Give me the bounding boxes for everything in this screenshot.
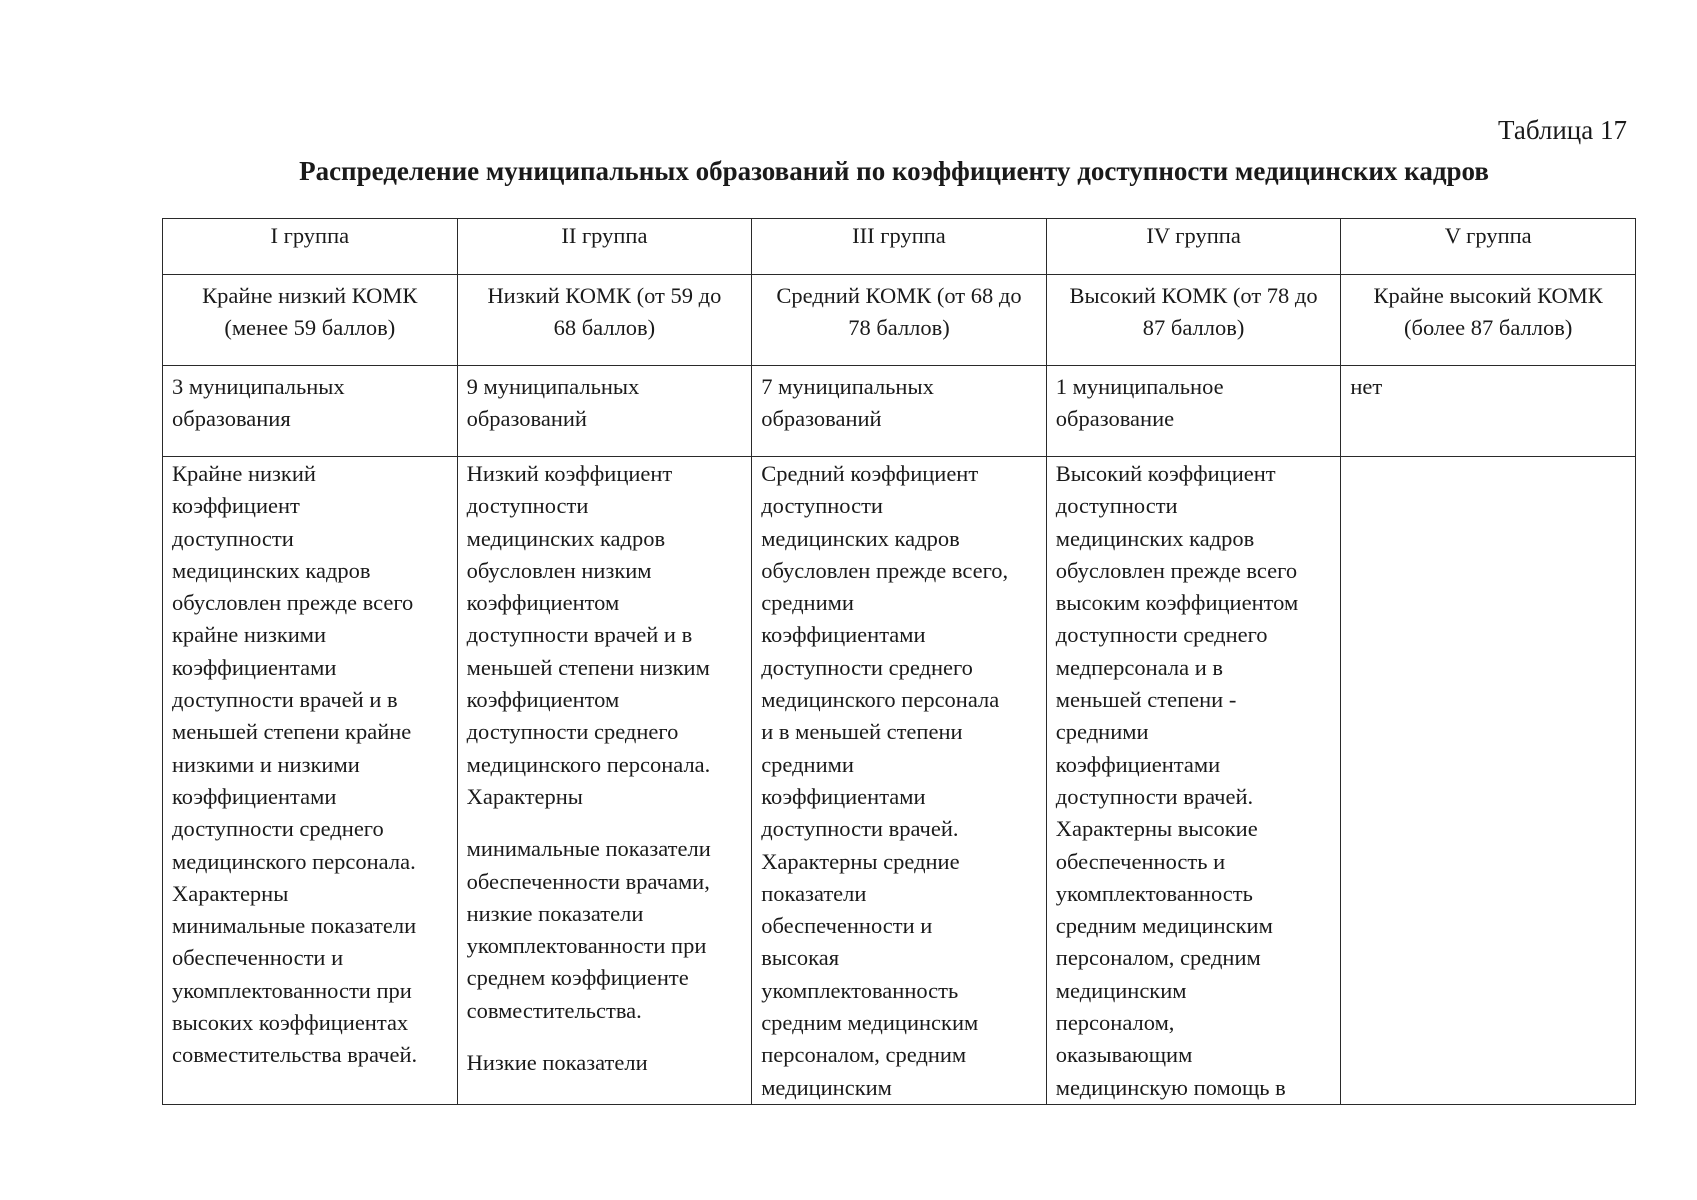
description-text-line: коэффициентами <box>1055 751 1221 777</box>
level-text-line: 87 баллов) <box>1142 315 1245 340</box>
group-description-4 <box>1046 457 1341 1105</box>
description-text-line: Характерны средние <box>761 848 960 874</box>
description-text-line: Высокий коэффициент <box>1055 461 1276 486</box>
description-text-line: совместительства. <box>466 997 642 1023</box>
description-text-line: Характерны <box>172 880 289 906</box>
description-text-line: коэффициентом <box>466 687 620 713</box>
description-text-line: средними <box>761 751 854 777</box>
description-text-line: оказывающим <box>1055 1042 1193 1068</box>
description-text-line: обусловлен прежде всего <box>1055 557 1298 583</box>
description-text-line: персоналом, средним <box>1055 945 1261 971</box>
description-text-line: показатели <box>761 880 867 906</box>
group-description-3 <box>752 457 1047 1105</box>
level-text-line: Низкий КОМК (от 59 до <box>487 283 722 308</box>
description-text-line: обеспеченности и <box>761 913 933 939</box>
description-text-line: медицинских кадров <box>466 525 666 551</box>
level-text-line: Средний КОМК (от 68 до <box>776 283 1022 308</box>
description-text-line: меньшей степени низким <box>466 654 710 680</box>
description-text-line: коэффициент <box>172 493 300 519</box>
group-description-1 <box>163 457 458 1105</box>
description-text-line: медицинским <box>761 1074 892 1100</box>
level-text-line: (менее 59 баллов) <box>224 315 396 340</box>
description-text-line: высокая <box>761 945 840 971</box>
count-text-line: 1 муниципальное <box>1055 374 1224 399</box>
description-text-line: Характерны <box>466 783 583 809</box>
description-text-line: укомплектованности при <box>172 977 412 1003</box>
description-text-line: доступности врачей. <box>761 816 959 842</box>
description-text-line: доступности среднего <box>172 816 384 842</box>
description-text-line: низкими и низкими <box>172 751 360 777</box>
description-text-line: коэффициентом <box>466 590 620 616</box>
count-text-line: образования <box>172 406 291 431</box>
description-text-line: доступности <box>1055 493 1178 519</box>
description-text-line: высоким коэффициентом <box>1055 590 1299 616</box>
group-level-1 <box>163 275 458 366</box>
group-header-row <box>163 219 1636 275</box>
description-text-line: доступности среднего <box>761 654 973 680</box>
paragraph-gap <box>467 813 743 833</box>
description-text-line: высоких коэффициентах <box>172 1010 409 1036</box>
description-text-line: медицинскую помощь в <box>1055 1074 1286 1100</box>
description-text-line: Характерны высокие <box>1055 816 1258 842</box>
level-text-line: Высокий КОМК (от 78 до <box>1069 283 1318 308</box>
table-caption: Таблица 17 <box>1498 115 1627 145</box>
group-header-3: III группа <box>752 219 1047 275</box>
count-row <box>163 366 1636 457</box>
description-text-line: средними <box>761 590 854 616</box>
group-count-2 <box>457 366 752 457</box>
description-text-line: средним медицинским <box>761 1010 979 1036</box>
description-text-line: коэффициентами <box>761 622 926 648</box>
description-text-line: меньшей степени - <box>1055 687 1237 713</box>
group-header-1: I группа <box>163 219 458 275</box>
count-text-line: 7 муниципальных <box>761 374 934 399</box>
description-text-line: укомплектованность <box>761 977 959 1003</box>
count-text-line: 3 муниципальных <box>172 374 345 399</box>
description-text-line: коэффициентами <box>172 783 337 809</box>
description-text-line: обусловлен прежде всего <box>172 590 414 616</box>
count-text-line: образований <box>466 406 587 431</box>
description-text-line: персоналом, средним <box>761 1042 967 1068</box>
description-text-line: среднем коэффициенте <box>466 965 689 991</box>
count-text-line: нет <box>1350 374 1383 399</box>
description-text-line: обеспеченность и <box>1055 848 1226 874</box>
description-text-line: доступности среднего <box>466 719 679 745</box>
description-text-line: средними <box>1055 719 1149 745</box>
description-text-line: укомплектованности при <box>466 933 707 959</box>
description-text-line: медицинских кадров <box>172 557 371 583</box>
description-text-line: низкие показатели <box>466 900 644 926</box>
level-text-line: Крайне низкий КОМК <box>202 283 418 308</box>
description-text-line: медицинских кадров <box>1055 525 1255 551</box>
description-text-line: медицинского персонала. <box>172 848 416 874</box>
paragraph-gap <box>467 1027 743 1047</box>
group-count-3 <box>752 366 1047 457</box>
description-text-line: и в меньшей степени <box>761 719 963 745</box>
description-text-line: персоналом, <box>1055 1010 1175 1036</box>
group-header-4: IV группа <box>1046 219 1341 275</box>
description-text-line: медицинского персонала. <box>466 751 711 777</box>
description-text-line: коэффициентами <box>761 783 926 809</box>
group-count-1 <box>163 366 458 457</box>
description-text-line: обеспеченности врачами, <box>466 868 710 894</box>
description-text-line: доступности среднего <box>1055 622 1268 648</box>
count-text-line: образований <box>761 406 882 431</box>
description-text-line: доступности <box>761 493 883 519</box>
description-text-line: средним медицинским <box>1055 913 1273 939</box>
description-text-line: Низкий коэффициент <box>466 461 673 486</box>
groups-table <box>162 218 1636 1105</box>
group-description-2 <box>457 457 752 1105</box>
description-text-line: укомплектованность <box>1055 880 1253 906</box>
description-text-line: Низкие показатели <box>466 1050 648 1076</box>
description-text-line: доступности врачей. <box>1055 783 1254 809</box>
description-text-line: минимальные показатели <box>172 913 417 939</box>
description-row <box>163 457 1636 1105</box>
description-text-line: обеспеченности и <box>172 945 344 971</box>
description-text-line: доступности <box>466 493 589 519</box>
description-text-line: доступности врачей и в <box>172 687 398 713</box>
description-text-line: медицинского персонала <box>761 687 1000 713</box>
description-text-line: медицинским <box>1055 977 1187 1003</box>
group-header-2: II группа <box>457 219 752 275</box>
group-level-3 <box>752 275 1047 366</box>
group-count-4 <box>1046 366 1341 457</box>
description-text-line: обусловлен прежде всего, <box>761 557 1009 583</box>
level-row <box>163 275 1636 366</box>
group-description-5 <box>1341 457 1636 1105</box>
group-level-4 <box>1046 275 1341 366</box>
description-text-line: Средний коэффициент <box>761 461 979 486</box>
description-text-line: минимальные показатели <box>466 836 711 862</box>
level-text-line: 78 баллов) <box>848 315 950 340</box>
description-text-line: медперсонала и в <box>1055 654 1224 680</box>
description-text-line: обусловлен низким <box>466 557 652 583</box>
group-count-5 <box>1341 366 1636 457</box>
description-text-line: Крайне низкий <box>172 461 316 486</box>
description-text-line: доступности <box>172 525 294 551</box>
description-text-line: медицинских кадров <box>761 525 960 551</box>
level-text-line: (более 87 баллов) <box>1404 315 1573 340</box>
level-text-line: 68 баллов) <box>553 315 656 340</box>
description-text-line: доступности врачей и в <box>466 622 693 648</box>
table-title: Распределение муниципальных образований по коэффициенту доступности медицинских кадров <box>299 156 1489 186</box>
description-text-line: коэффициентами <box>172 654 337 680</box>
count-text-line: образование <box>1055 406 1175 431</box>
description-text-line: крайне низкими <box>172 622 327 648</box>
group-level-5 <box>1341 275 1636 366</box>
level-text-line: Крайне высокий КОМК <box>1373 283 1603 308</box>
description-text-line: совместительства врачей. <box>172 1042 418 1068</box>
group-header-5: V группа <box>1341 219 1636 275</box>
group-level-2 <box>457 275 752 366</box>
count-text-line: 9 муниципальных <box>466 374 640 399</box>
description-text-line: меньшей степени крайне <box>172 719 412 745</box>
